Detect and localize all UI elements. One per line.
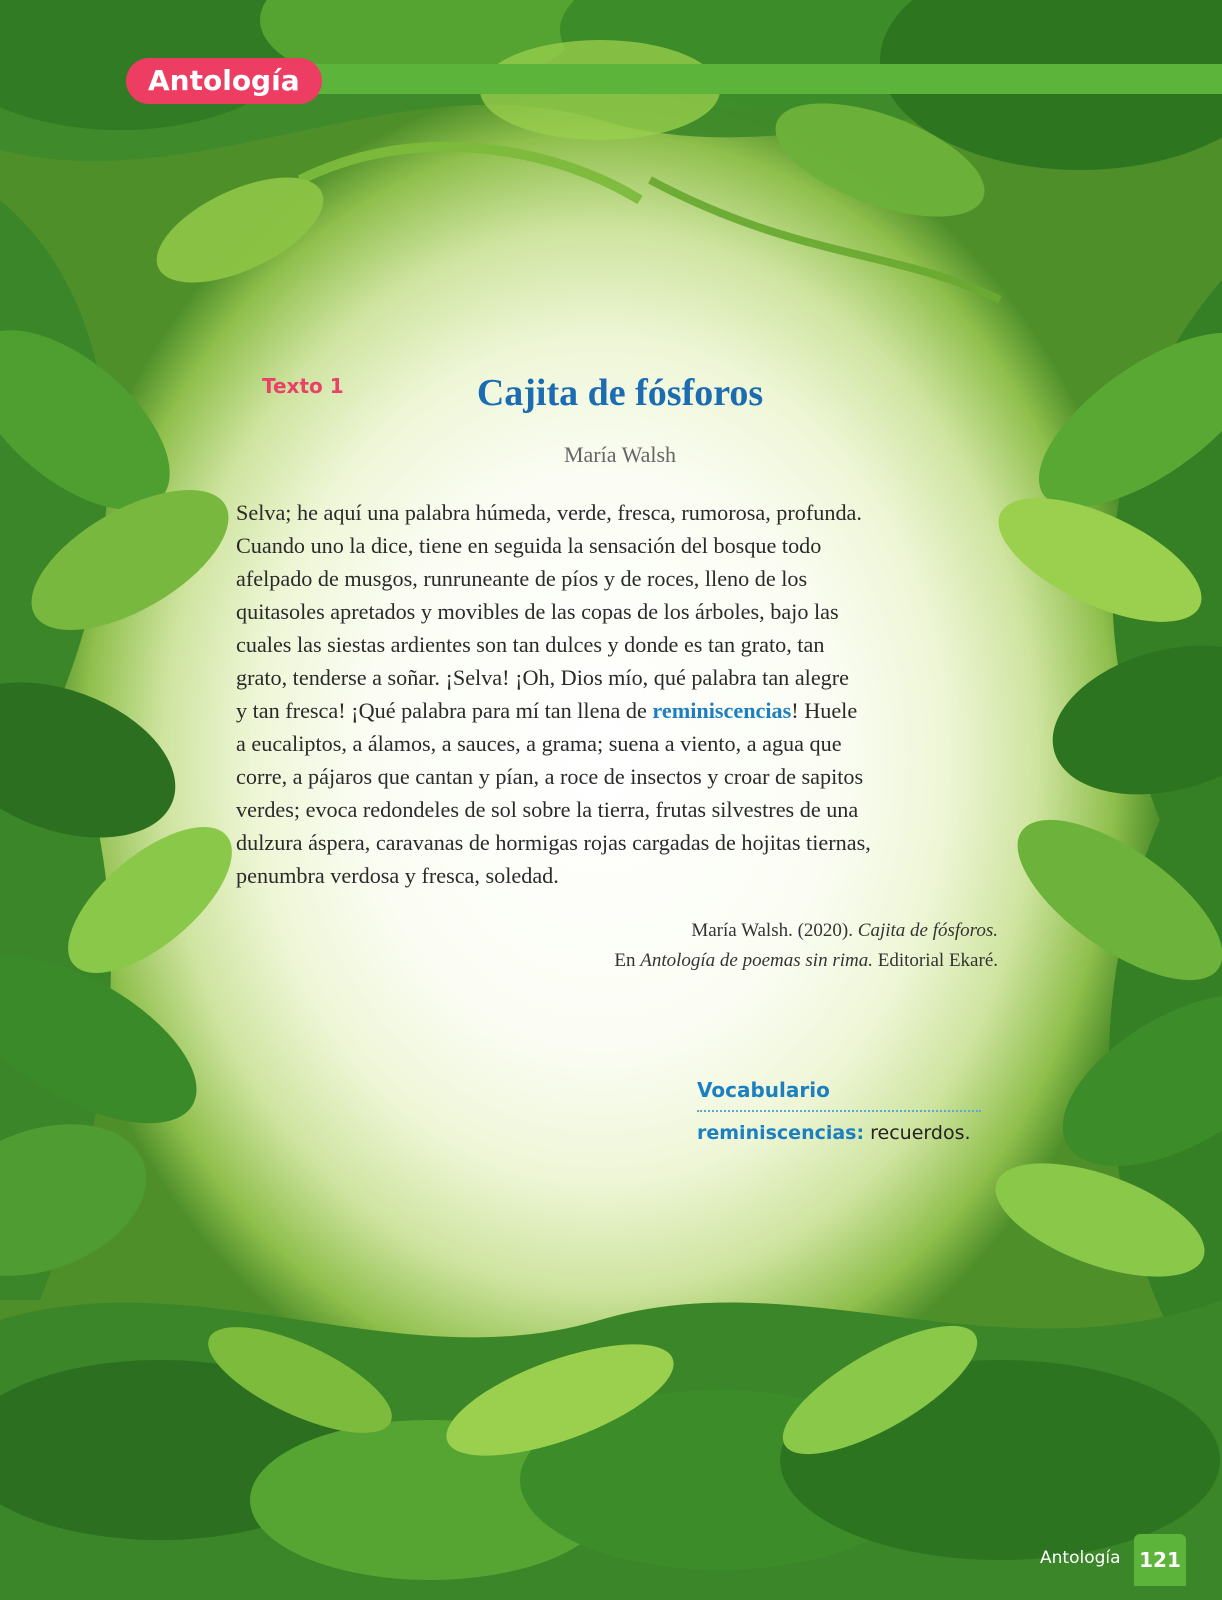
body-line: corre, a pájaros que cantan y pían, a roce de insectos y croar de sapitos <box>236 764 864 789</box>
body-line: Selva; he aquí una palabra húmeda, verde, fresca, rumorosa, profunda. <box>236 500 862 525</box>
section-badge: Antología <box>126 58 322 104</box>
page-number: 121 <box>1134 1534 1186 1586</box>
vocabulary-term: reminiscencias: <box>697 1122 865 1144</box>
text-body <box>236 496 996 892</box>
citation <box>614 916 998 976</box>
header-bar <box>230 64 1222 94</box>
body-line: cuales las siestas ardientes son tan dulces y donde es tan grato, tan <box>236 632 825 657</box>
citation-publisher: Editorial Ekaré. <box>872 950 998 971</box>
vocabulary-definition: recuerdos. <box>864 1122 971 1144</box>
citation-line-2 <box>614 946 998 976</box>
citation-author: María Walsh. (2020). <box>691 920 858 941</box>
body-line: quitasoles apretados y movibles de las copas de los árboles, bajo las <box>236 599 839 624</box>
citation-prefix: En <box>614 950 641 971</box>
vocabulary-heading: Vocabulario <box>697 1078 981 1112</box>
text-title: Cajita de fósforos <box>476 372 764 414</box>
body-line: Cuando uno la dice, tiene en seguida la sensación del bosque todo <box>236 533 822 558</box>
body-line: penumbra verdosa y fresca, soledad. <box>236 863 559 888</box>
body-line-pre: y tan fresca! ¡Qué palabra para mí tan llena de <box>236 698 653 723</box>
body-line: grato, tenderse a soñar. ¡Selva! ¡Oh, Dios mío, qué palabra tan alegre <box>236 665 850 690</box>
text-number-label: Texto 1 <box>262 374 344 398</box>
vocabulary-entry <box>697 1122 971 1144</box>
body-line: dulzura áspera, caravanas de hormigas rojas cargadas de hojitas tiernas, <box>236 830 871 855</box>
body-line: afelpado de musgos, runruneante de píos y de roces, lleno de los <box>236 566 808 591</box>
citation-work-title: Cajita de fósforos. <box>857 920 998 941</box>
citation-anthology-title: Antología de poemas sin rima. <box>640 950 873 971</box>
citation-line-1 <box>614 916 998 946</box>
body-line-post: ! Huele <box>791 698 858 723</box>
body-line: verdes; evoca redondeles de sol sobre la tierra, frutas silvestres de una <box>236 797 859 822</box>
vocabulary-keyword: reminiscencias <box>652 698 792 723</box>
body-line-with-keyword <box>236 694 996 727</box>
body-line: a eucaliptos, a álamos, a sauces, a grama; suena a viento, a agua que <box>236 731 842 756</box>
footer-section-label: Antología <box>1040 1548 1121 1568</box>
text-author: María Walsh <box>563 442 677 467</box>
